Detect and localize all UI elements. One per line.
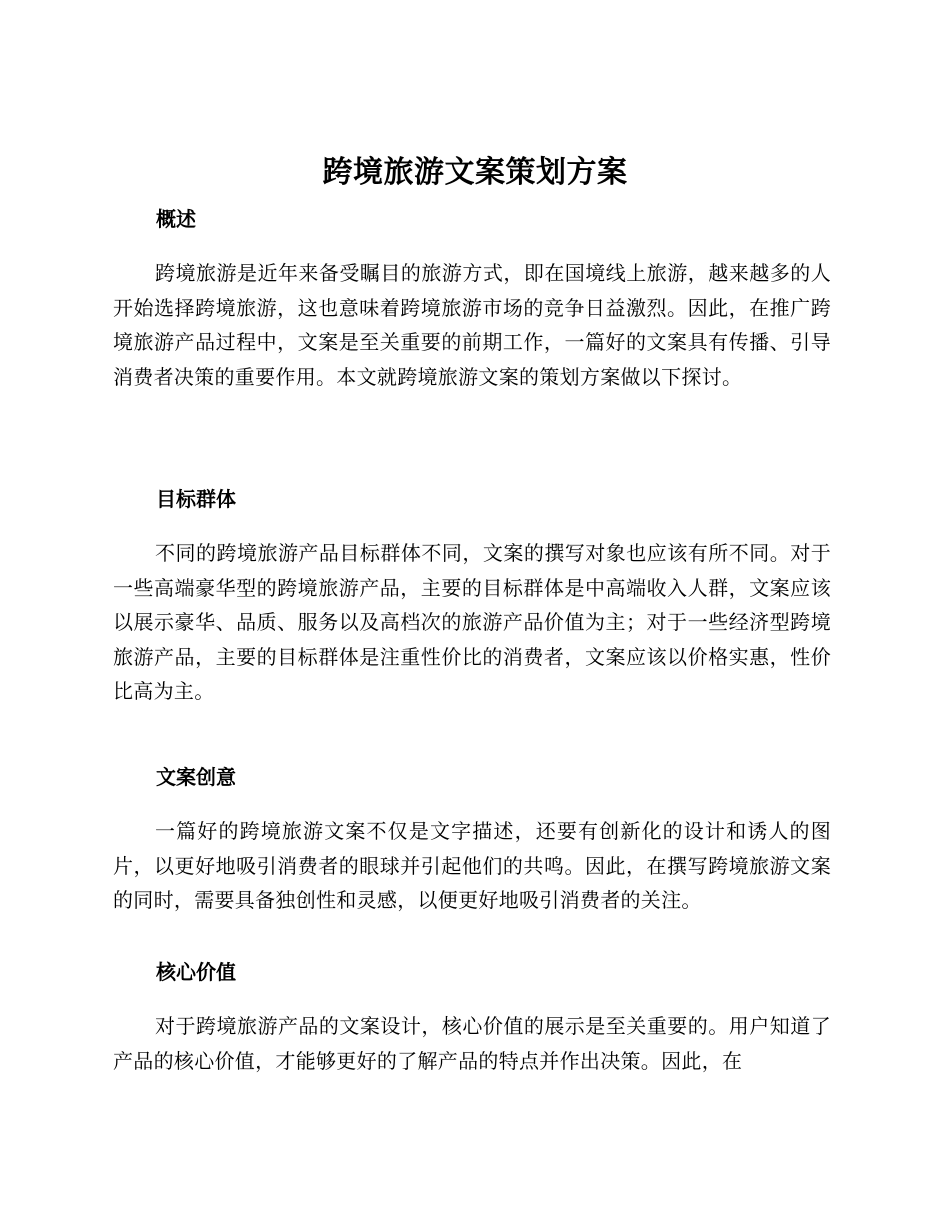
section-heading-core-value: 核心价值 xyxy=(156,960,236,984)
section-heading-overview: 概述 xyxy=(156,207,196,231)
document-title: 跨境旅游文案策划方案 xyxy=(322,155,628,190)
section-body-target-audience: 不同的跨境旅游产品目标群体不同，文案的撰写对象也应该有所不同。对于一些高端豪华型的跨境旅游产品，主要的目标群体是中高端收入人群，文案应该以展示豪华、品质、服务以及高档次的旅游产品价值为主；对于一些经济型跨境旅游产品，主要的目标群体是注重性价比的消费者，文案应该以价格实惠，性价比高为主。 xyxy=(113,541,831,704)
section-body-copy-creativity: 一篇好的跨境旅游文案不仅是文字描述，还要有创新化的设计和诱人的图片，以更好地吸引消费者的眼球并引起他们的共鸣。因此，在撰写跨境旅游文案的同时，需要具备独创性和灵感，以便更好地吸引消费者的关注。 xyxy=(113,819,831,913)
section-body-core-value: 对于跨境旅游产品的文案设计，核心价值的展示是至关重要的。用户知道了产品的核心价值，才能够更好的了解产品的特点并作出决策。因此，在 xyxy=(113,1014,831,1073)
section-heading-target-audience: 目标群体 xyxy=(156,487,236,511)
section-body-overview: 跨境旅游是近年来备受瞩目的旅游方式，即在国境线上旅游，越来越多的人开始选择跨境旅游，这也意味着跨境旅游市场的竞争日益激烈。因此，在推广跨境旅游产品过程中，文案是至关重要的前期工作，一篇好的文案具有传播、引导消费者决策的重要作用。本文就跨境旅游文案的策划方案做以下探讨。 xyxy=(113,261,831,389)
section-heading-copy-creativity: 文案创意 xyxy=(156,765,236,789)
